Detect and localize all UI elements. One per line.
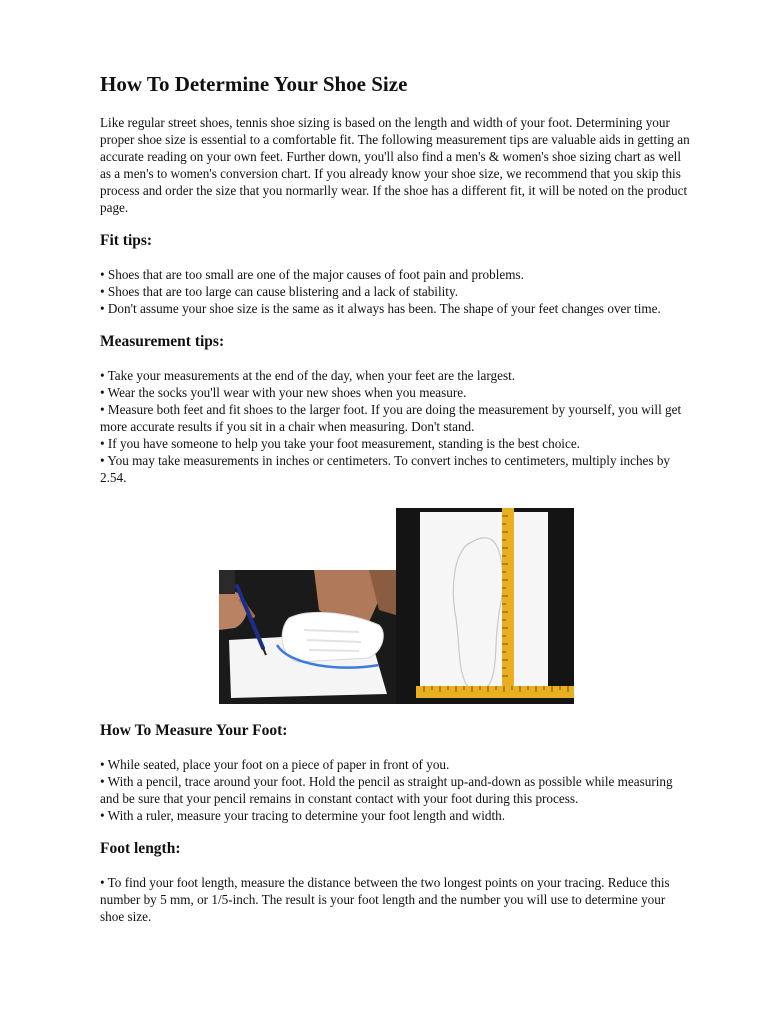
- intro-paragraph: Like regular street shoes, tennis shoe sizing is based on the length and width of your foot. Determining your proper shoe size is essential to a comfortable fit. The following measurement tips are valuable aids in getting an accurate reading on your own feet. Further down, you'll also find a men's & women's shoe sizing chart as well as a men's to women's conversion chart. If you already know your shoe size, we recommend that you skip this process and order the size that you normarlly wear. If the shoe has a different fit, it will be noted on the product page.: [100, 115, 690, 215]
- measurement-tips-list: [100, 367, 692, 486]
- foot-length-list: [100, 874, 692, 925]
- measurement-photos: [100, 507, 692, 705]
- document-page: [100, 70, 692, 925]
- list-item: • You may take measurements in inches or centimeters. To convert inches to centimeters, multiply inches by 2.54.: [100, 453, 671, 485]
- photo-tracing-foot: [219, 570, 396, 704]
- list-item: • With a pencil, trace around your foot. Hold the pencil as straight up-and-down as possible while measuring and be sure that your pencil remains in constant contact with your foot during this process.: [100, 774, 673, 806]
- how-to-measure-list: [100, 756, 692, 824]
- list-item: • Wear the socks you'll wear with your new shoes when you measure.: [100, 385, 467, 400]
- fit-tips-list: [100, 266, 692, 317]
- fit-tips-heading: Fit tips:: [100, 232, 153, 249]
- list-item: • While seated, place your foot on a piece of paper in front of you.: [100, 757, 450, 772]
- measurement-tips-heading: Measurement tips:: [100, 333, 225, 350]
- tracing-foot-illustration: [219, 570, 396, 704]
- photo-foot-tracing-ruler: [396, 508, 574, 704]
- list-item: • Shoes that are too small are one of the major causes of foot pain and problems.: [100, 267, 524, 282]
- how-to-measure-heading: How To Measure Your Foot:: [100, 722, 288, 739]
- list-item: • With a ruler, measure your tracing to determine your foot length and width.: [100, 808, 506, 823]
- list-item: • Don't assume your shoe size is the same as it always has been. The shape of your feet changes over time.: [100, 301, 661, 316]
- list-item: • If you have someone to help you take your foot measurement, standing is the best choice.: [100, 436, 580, 451]
- list-item: • Take your measurements at the end of the day, when your feet are the largest.: [100, 368, 516, 383]
- list-item: • Shoes that are too large can cause blistering and a lack of stability.: [100, 284, 458, 299]
- foot-tracing-ruler-illustration: [396, 508, 574, 704]
- foot-length-heading: Foot length:: [100, 840, 181, 857]
- list-item: • To find your foot length, measure the distance between the two longest points on your tracing. Reduce this number by 5 mm, or 1/5-inch. The result is your foot length and the number you will use to determine your shoe size.: [100, 875, 670, 924]
- page-title: How To Determine Your Shoe Size: [100, 72, 408, 96]
- list-item: • Measure both feet and fit shoes to the larger foot. If you are doing the measurement by yourself, you will get more accurate results if you sit in a chair when measuring. Don't stand.: [100, 402, 682, 434]
